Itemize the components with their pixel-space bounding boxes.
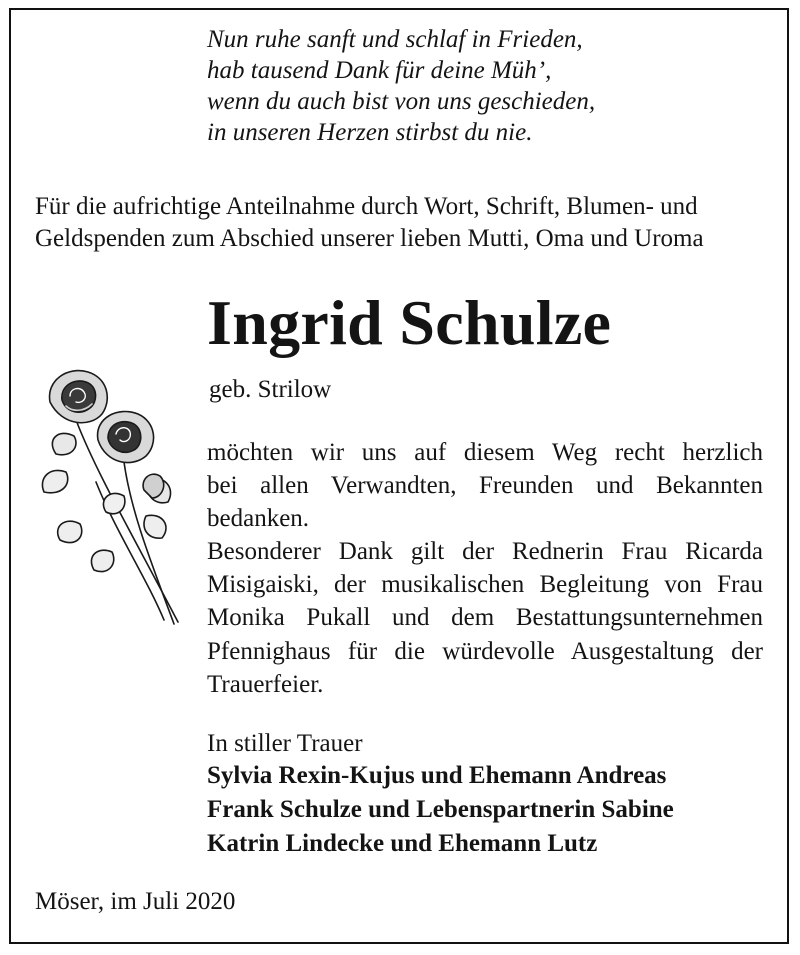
intro-line: Geldspenden zum Abschied unserer lieben Mutti, Oma und Uroma bbox=[35, 225, 704, 252]
memorial-poem bbox=[207, 24, 767, 148]
poem-line: hab tausend Dank für deine Müh’, bbox=[207, 57, 552, 84]
mourner-name: Frank Schulze und Lebenspartnerin Sabine bbox=[207, 796, 674, 823]
poem-line: in unseren Herzen stirbst du nie. bbox=[207, 119, 533, 146]
thanks-body bbox=[207, 436, 763, 701]
poem-line: wenn du auch bist von uns geschieden, bbox=[207, 88, 596, 115]
body-line: Monika Pukall und dem Bestattungsunternehmen bbox=[207, 604, 763, 632]
mourner-name: Sylvia Rexin-Kujus und Ehemann Andreas bbox=[207, 762, 667, 789]
body-line: Pfennighaus für die würdevolle Ausgestaltung der bbox=[207, 637, 763, 665]
place-date: Möser, im Juli 2020 bbox=[35, 888, 236, 915]
roses-icon bbox=[36, 362, 186, 630]
body-line: möchten wir uns auf diesem Weg recht herzlich bbox=[207, 439, 763, 466]
body-line: bedanken. bbox=[207, 505, 310, 533]
mourning-heading: In stiller Trauer bbox=[207, 730, 363, 757]
mourners-list bbox=[207, 759, 674, 861]
body-line: Misigaiski, der musikalischen Begleitung von Frau bbox=[207, 571, 763, 599]
body-line: Besonderer Dank gilt der Rednerin Frau Ricarda bbox=[207, 538, 763, 566]
mourner-name: Katrin Lindecke und Ehemann Lutz bbox=[207, 830, 598, 857]
body-line: Trauerfeier. bbox=[207, 670, 324, 698]
thanks-intro bbox=[35, 191, 770, 255]
maiden-name: geb. Strilow bbox=[209, 376, 332, 403]
deceased-name: Ingrid Schulze bbox=[207, 287, 612, 358]
body-line: bei allen Verwandten, Freunden und Bekannten bbox=[207, 472, 763, 500]
poem-line: Nun ruhe sanft und schlaf in Frieden, bbox=[207, 26, 583, 53]
intro-line: Für die aufrichtige Anteilnahme durch Wort, Schrift, Blumen- und bbox=[35, 193, 698, 220]
